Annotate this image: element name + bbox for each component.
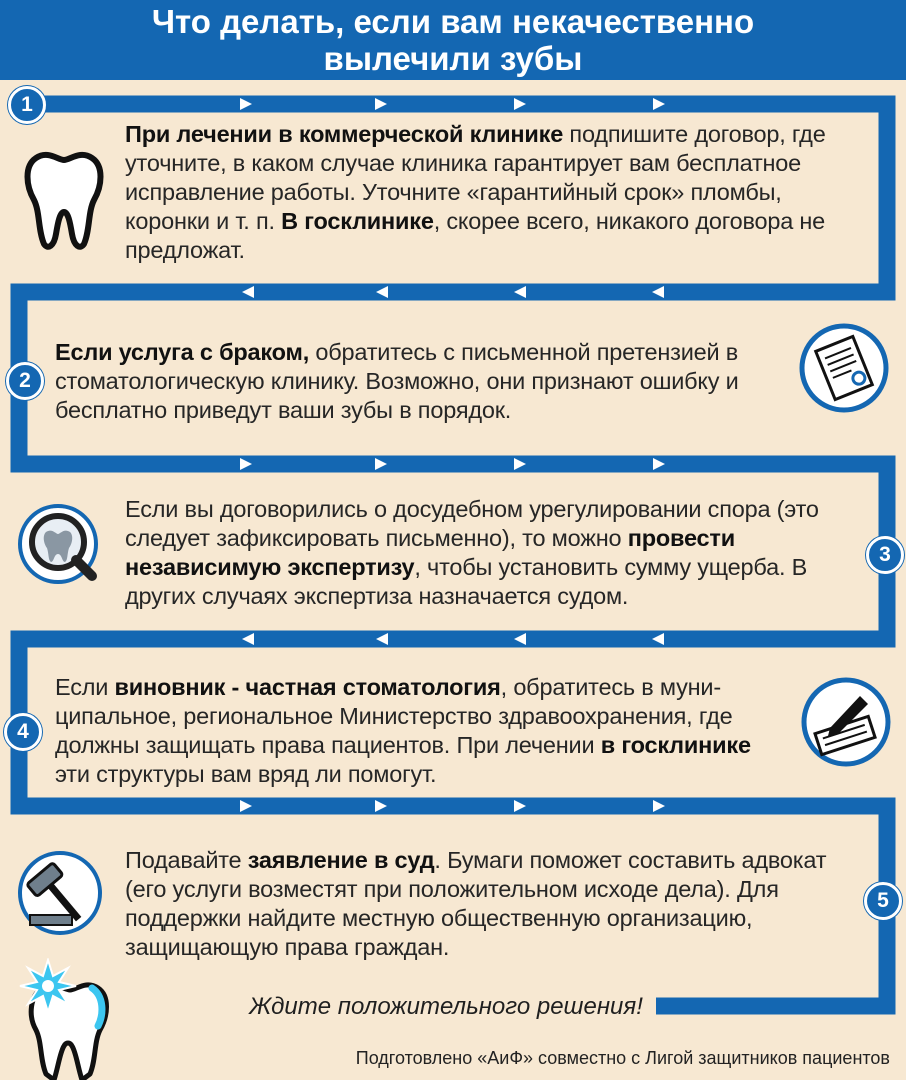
magnifier-tooth-icon (14, 500, 110, 596)
step-text-regular: подпишите договор, где уточните, в каком случае клиника гарантирует вам бесплатное исправление работы. Уточните «гарантийный срок» пломбы, коронки и т. п. (125, 121, 826, 234)
step-text-bold: провести независимую экспертизу (125, 525, 735, 580)
step-text-regular: , чтобы установить сумму ущерба. В других случаях экспертиза назначается судом. (125, 554, 808, 609)
title-line-1: Что делать, если вам некачественно (151, 3, 755, 40)
final-outcome: Ждите положительного решения! (236, 990, 656, 1024)
credits-footer: Подготовлено «АиФ» совместно с Лигой защитников пациентов (355, 1048, 890, 1068)
step-text-regular: Если вы договорились о досудебном урегулировании спора (это следует зафиксировать письменно), то можно (125, 496, 819, 551)
step-text-regular: , обратитесь в муниципальное, региональное Министерство здравоохранения, где должны защищать права пациентов. При лечении (55, 674, 733, 758)
step-text-bold: заявление в суд (247, 847, 435, 873)
step-text-regular: , скорее всего, никакого договора не предложат. (125, 208, 826, 263)
step-text-bold: При лечении в коммерческой клинике (125, 121, 564, 147)
pen-signing-icon (800, 676, 892, 768)
step-badge-3: 3 (866, 536, 904, 574)
step-text-bold: Если услуга с браком, (55, 339, 310, 365)
step-3-text (125, 495, 863, 611)
step-badge-2: 2 (6, 362, 44, 400)
broken-tooth-icon (12, 958, 122, 1080)
tooth-icon (22, 150, 106, 250)
step-badge-1: 1 (8, 86, 46, 124)
step-5-text (125, 846, 865, 962)
step-text-bold: виновник - частная стоматология (114, 674, 501, 700)
gavel-icon (14, 845, 110, 941)
step-text-regular: . Бумаги поможет составить адвокат (его услуги возместят при положительном исходе дела). Для поддержки найдите местную общественную организацию, защищающую права граждан. (125, 847, 827, 960)
step-2-text (55, 338, 780, 425)
step-text-regular: Если (55, 674, 115, 700)
document-icon (798, 322, 890, 414)
step-4-text (55, 673, 775, 789)
step-text-regular: Подавайте (125, 847, 248, 873)
step-1-text (125, 120, 865, 265)
step-text-regular: эти структуры вам вряд ли помогут. (55, 761, 437, 787)
step-text-regular: обратитесь с письменной претензией в стоматологическую клинику. Возможно, они признают ошибку и бесплатно приведут ваши зубы в порядок. (55, 339, 739, 423)
step-badge-5: 5 (864, 882, 902, 920)
step-text-bold: в госклинике (600, 732, 751, 758)
step-text-bold: В госклинике (281, 208, 434, 234)
title-line-2: вылечили зубы (323, 40, 583, 77)
step-badge-4: 4 (4, 713, 42, 751)
